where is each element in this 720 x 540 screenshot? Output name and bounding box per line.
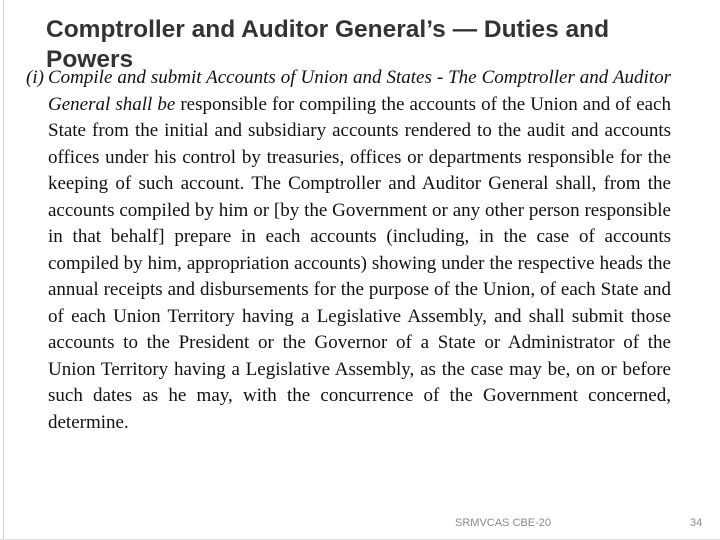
clause-body-text: responsible for compiling the accounts of the Union and of each State from the initial and subsidiary accounts rendered to the audit and accounts offices under his control by treasuries, offices or departments responsible for the keeping of such account. The Comptroller and Auditor General shall, from the accounts compiled by him or [by the Government or any other person responsible in that behalf] prepare in each accounts (including, in the case of accounts compiled by him, appropriation accounts) showing under the respective heads the annual receipts and disbursements for the purpose of the Union, of each State and of each Union Territory having a Legislative Assembly, and shall submit those accounts to the President or the Governor of a State or Administrator of the Union Territory having a Legislative Assembly, as the case may be, on or before such dates as he may, with the concurrence of the Government concerned, determine.	[48, 93, 671, 433]
slide-title: Comptroller and Auditor General’s — Duties and Powers	[46, 16, 610, 73]
clause-marker: (i)	[26, 67, 44, 88]
left-border-rule	[3, 0, 4, 540]
clause-lead-italic: Compile and submit Accounts of Union and States - The Comptroller and Auditor General shall be	[48, 67, 671, 115]
footer-text: SRMVCAS CBE-20	[455, 517, 551, 529]
clause-paragraph	[48, 65, 671, 436]
page-number: 34	[690, 517, 703, 529]
